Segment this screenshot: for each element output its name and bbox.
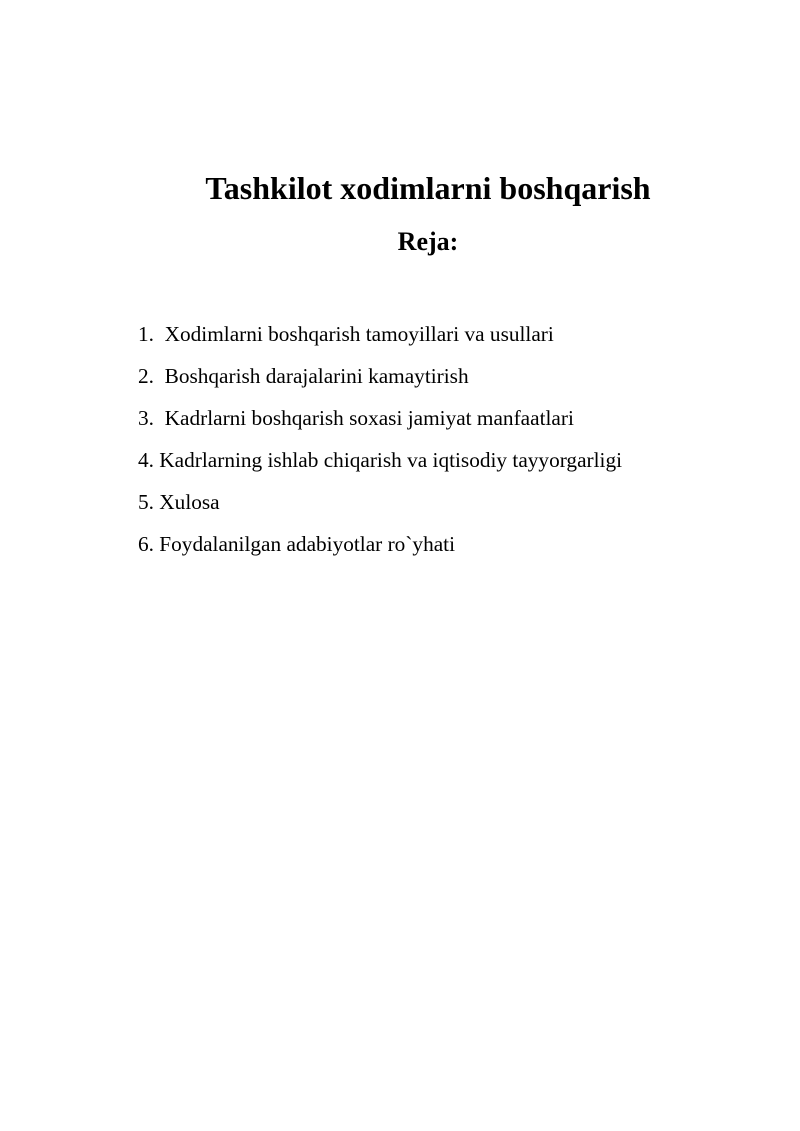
plan-item-6: 6. Foydalanilgan adabiyotlar ro`yhati [138, 532, 455, 556]
plan-item-1: 1. Xodimlarni boshqarish tamoyillari va usullari [138, 322, 554, 346]
plan-list [138, 313, 622, 565]
plan-item-2: 2. Boshqarish darajalarini kamaytirish [138, 364, 469, 388]
plan-item-5: 5. Xulosa [138, 490, 220, 514]
plan-item-3: 3. Kadrlarni boshqarish soxasi jamiyat manfaatlari [138, 406, 574, 430]
document-title: Tashkilot xodimlarni boshqarish [205, 170, 651, 206]
plan-item-4: 4. Kadrlarning ishlab chiqarish va iqtisodiy tayyorgarligi [138, 448, 623, 472]
plan-heading: Reja: [397, 227, 459, 256]
